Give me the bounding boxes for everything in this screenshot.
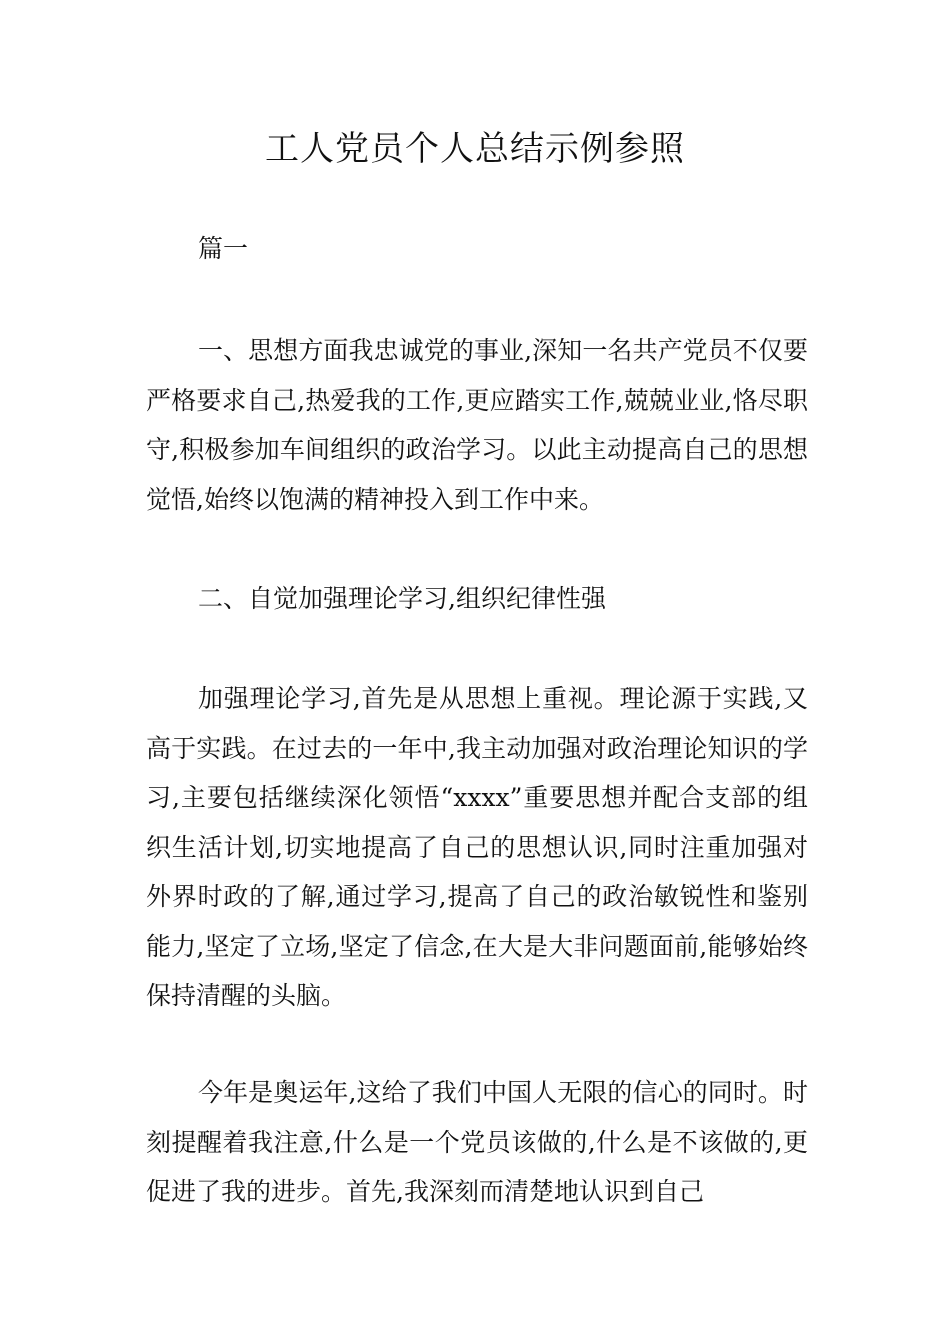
paragraph-olympic-year: 今年是奥运年,这给了我们中国人无限的信心的同时。时刻提醒着我注意,什么是一个党员该做的,什么是不该做的,更促进了我的进步。首先,我深刻而清楚地认识到自己 — [146, 1078, 808, 1206]
paragraph-theory-study: 加强理论学习,首先是从思想上重视。理论源于实践,又高于实践。在过去的一年中,我主动加强对政治理论知识的学习,主要包括继续深化领悟“xxxx”重要思想并配合支部的组织生活计划,切实地提高了自己的思想认识,同时注重加强对外界时政的了解,通过学习,提高了自己的政治敏锐性和鉴别能力,坚定了立场,坚定了信念,在大是大非问题面前,能够始终保持清醒的头脑。 — [146, 684, 808, 1010]
section-subtitle: 篇一 — [198, 234, 249, 263]
paragraph-ideology: 一、思想方面我忠诚党的事业,深知一名共产党员不仅要严格要求自己,热爱我的工作,更应踏实工作,兢兢业业,恪尽职守,积极参加车间组织的政治学习。以此主动提高自己的思想觉悟,始终以饱满的精神投入到工作中来。 — [146, 336, 808, 514]
document-title: 工人党员个人总结示例参照 — [265, 129, 685, 169]
paragraph-heading-theory: 二、自觉加强理论学习,组织纪律性强 — [198, 584, 606, 613]
